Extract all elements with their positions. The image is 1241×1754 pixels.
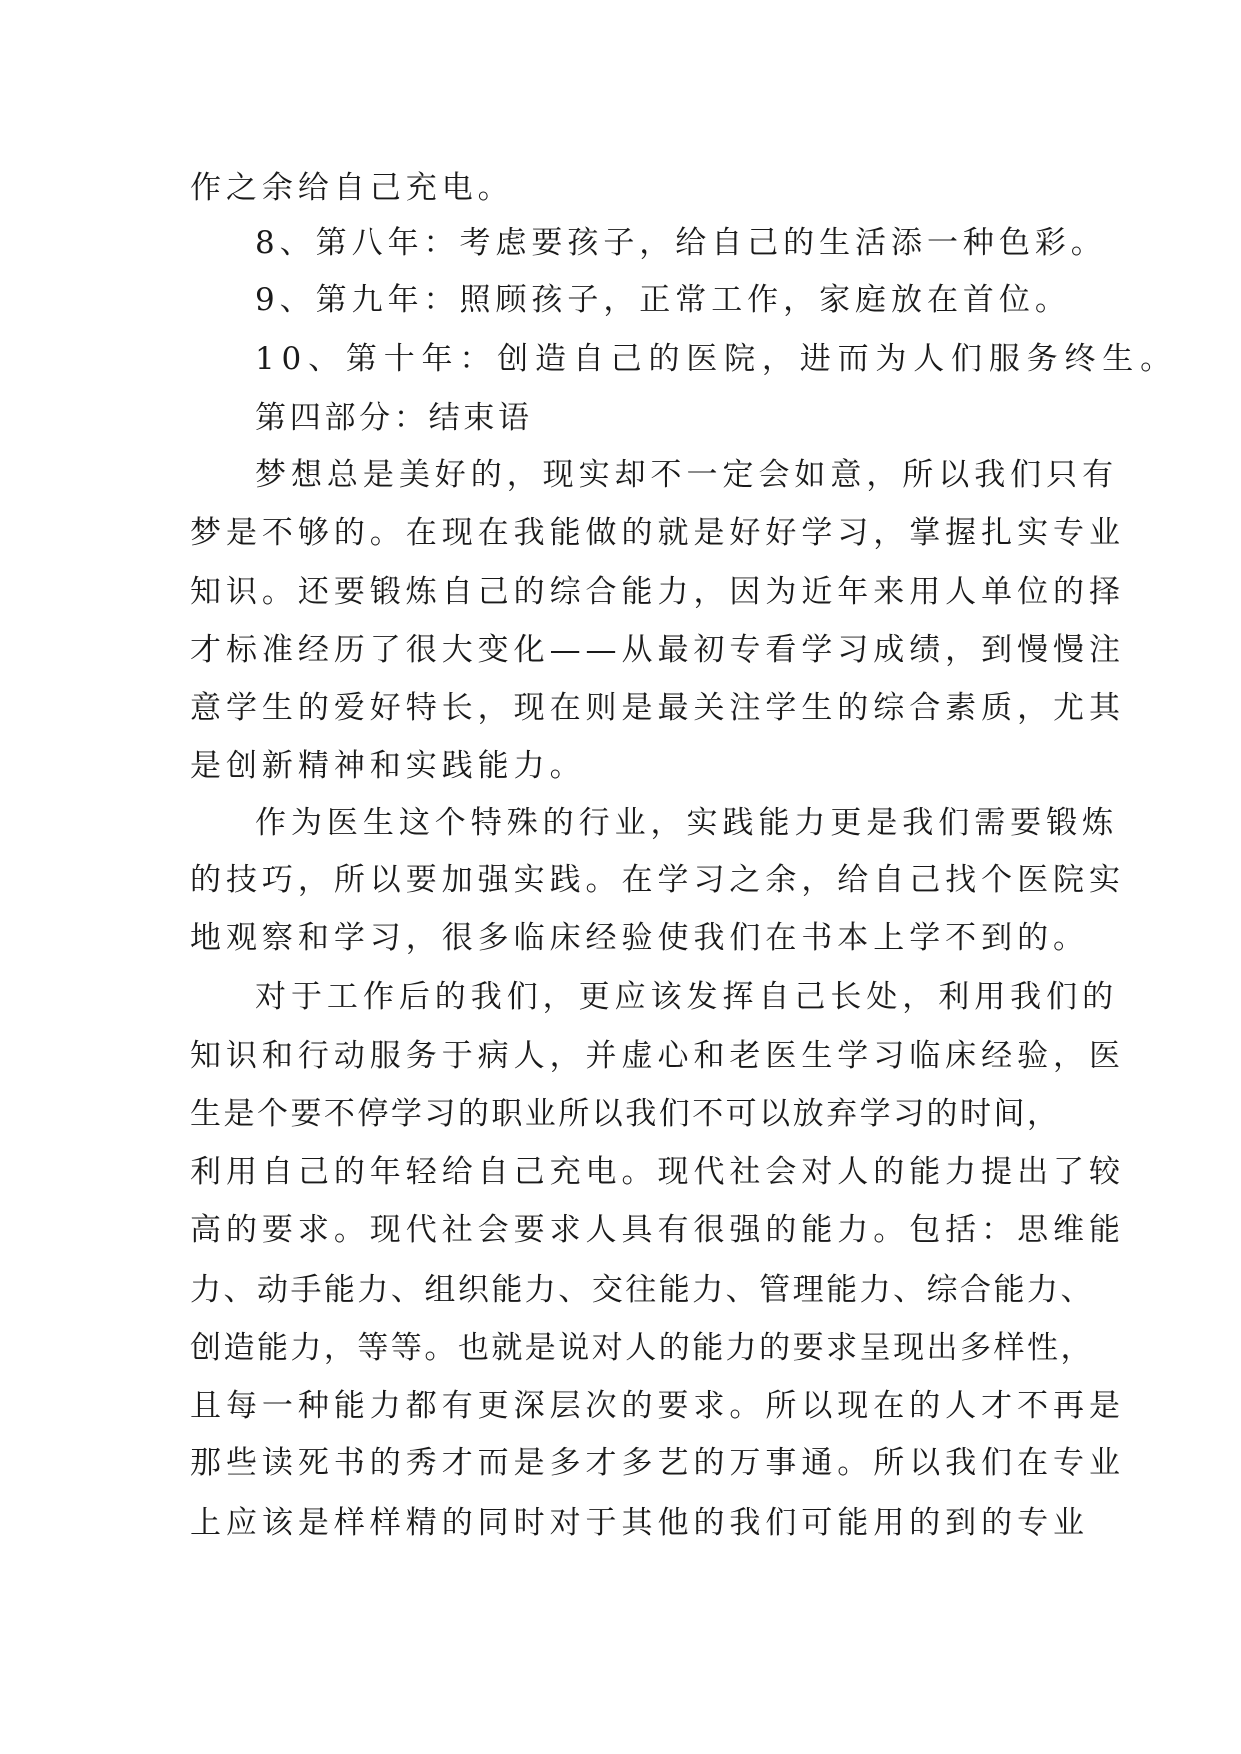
text-line: 意学生的爱好特长，现在则是最关注学生的综合素质，尤其	[190, 690, 1125, 726]
text-line: 作之余给自己充电。	[190, 170, 514, 206]
text-line: 的技巧，所以要加强实践。在学习之余，给自己找个医院实	[190, 862, 1125, 898]
text-line: 那些读死书的秀才而是多才多艺的万事通。所以我们在专业	[190, 1445, 1125, 1481]
text-line: 利用自己的年轻给自己充电。现代社会对人的能力提出了较	[190, 1154, 1125, 1190]
text-line: 对于工作后的我们，更应该发挥自己长处，利用我们的	[255, 979, 1119, 1015]
text-line: 知识和行动服务于病人，并虚心和老医生学习临床经验，医	[190, 1038, 1125, 1074]
text-line: 创造能力，等等。也就是说对人的能力的要求呈现出多样性，	[190, 1330, 1094, 1366]
section-heading: 第四部分：结束语	[255, 400, 533, 436]
text-line: 才标准经历了很大变化——从最初专看学习成绩，到慢慢注	[190, 632, 1125, 668]
text-line: 知识。还要锻炼自己的综合能力，因为近年来用人单位的择	[190, 574, 1125, 610]
text-line: 上应该是样样精的同时对于其他的我们可能用的到的专业	[190, 1505, 1089, 1541]
text-line: 是创新精神和实践能力。	[190, 748, 586, 784]
text-line: 梦是不够的。在现在我能做的就是好好学习，掌握扎实专业	[190, 515, 1125, 551]
text-line: 高的要求。现代社会要求人具有很强的能力。包括：思维能	[190, 1212, 1125, 1248]
text-line: 10、第十年：创造自己的医院，进而为人们服务终生。	[255, 341, 1178, 377]
text-line: 梦想总是美好的，现实却不一定会如意，所以我们只有	[255, 457, 1119, 493]
text-line: 8、第八年：考虑要孩子，给自己的生活添一种色彩。	[255, 225, 1107, 261]
text-line: 9、第九年：照顾孩子，正常工作，家庭放在首位。	[255, 282, 1071, 318]
text-line: 且每一种能力都有更深层次的要求。所以现在的人才不再是	[190, 1388, 1125, 1424]
text-line: 作为医生这个特殊的行业，实践能力更是我们需要锻炼	[255, 805, 1119, 841]
text-line: 力、动手能力、组织能力、交往能力、管理能力、综合能力、	[190, 1272, 1094, 1308]
text-line: 生是个要不停学习的职业所以我们不可以放弃学习的时间，	[190, 1096, 1061, 1132]
text-line: 地观察和学习，很多临床经验使我们在书本上学不到的。	[190, 920, 1089, 956]
